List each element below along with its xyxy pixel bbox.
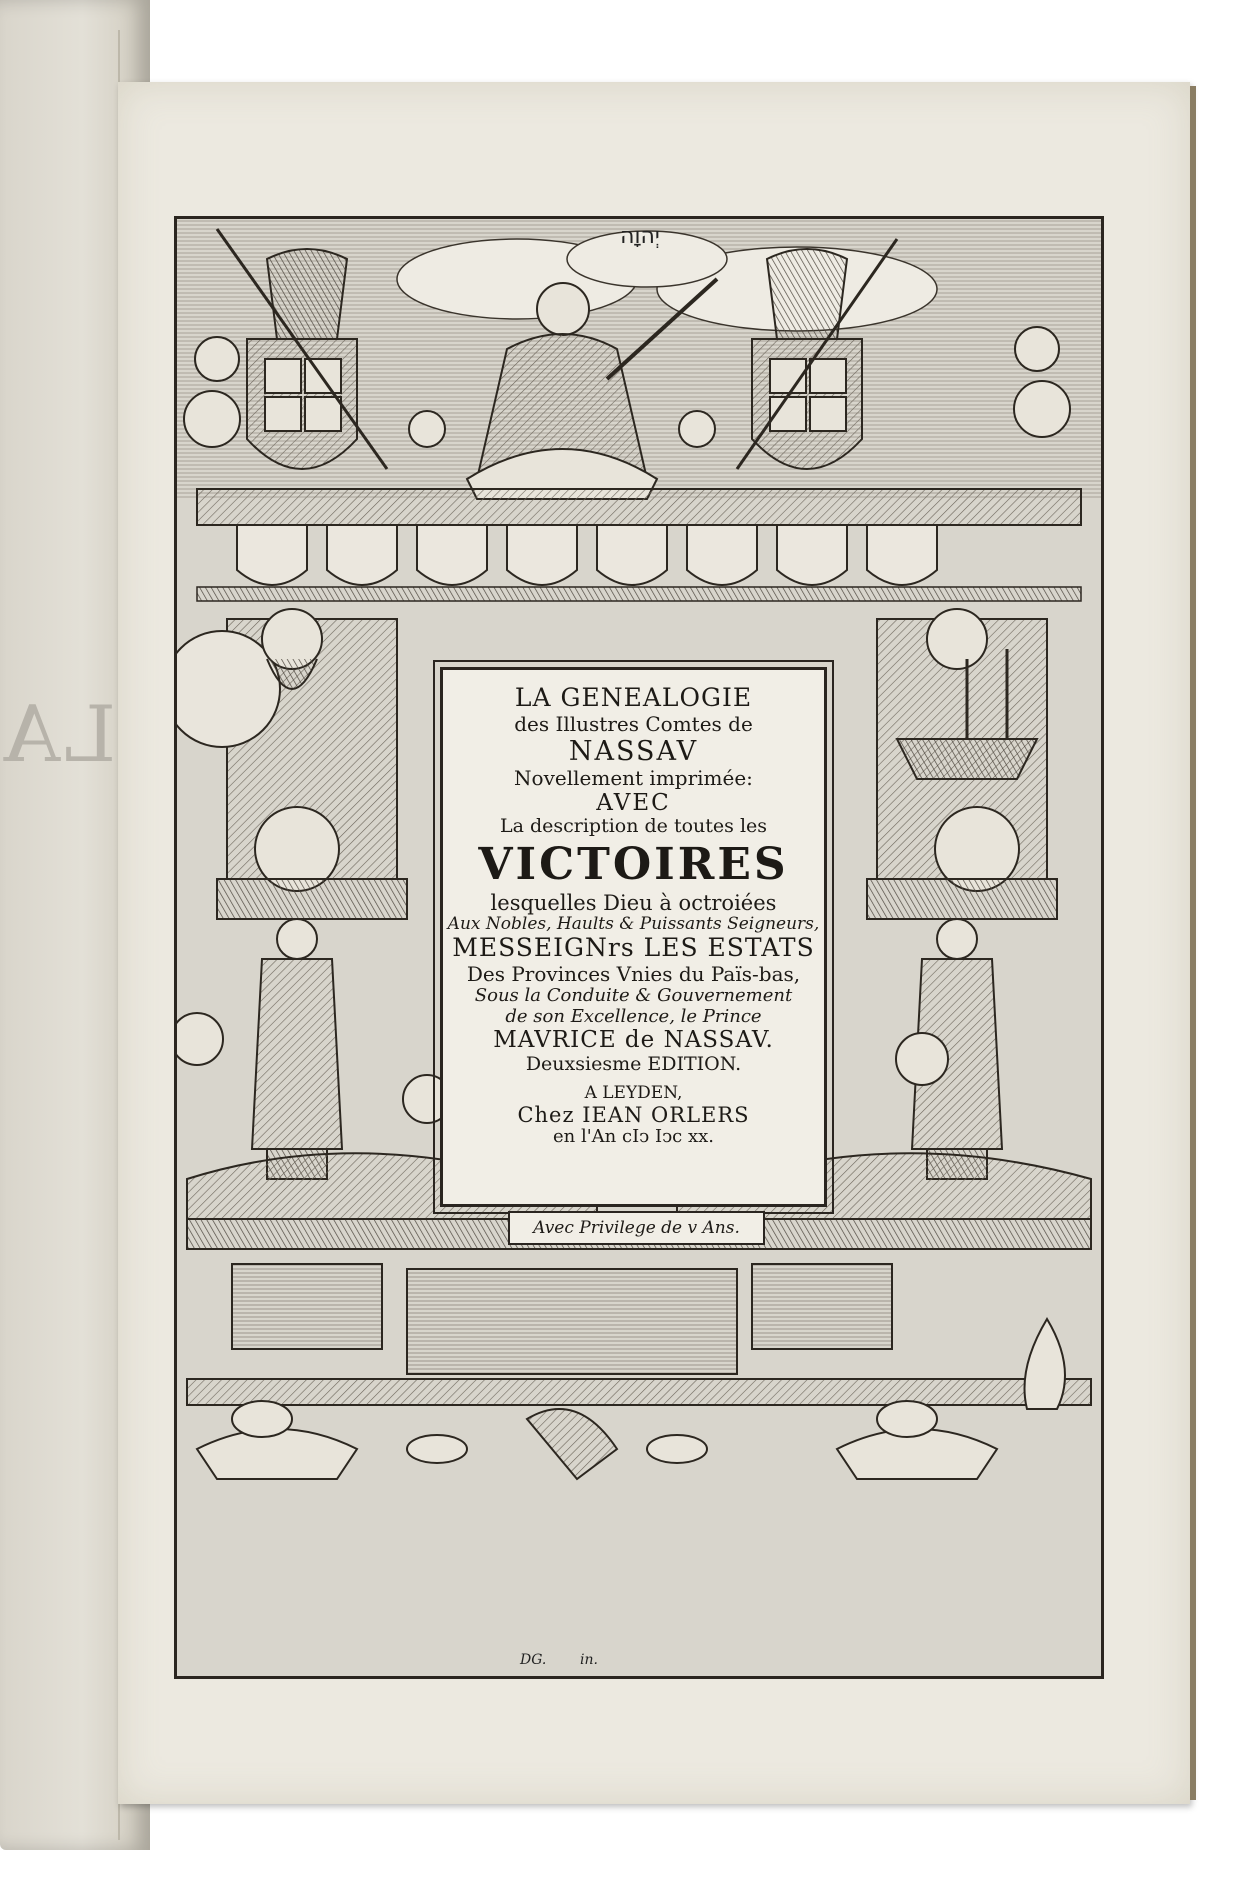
title-line-7: VICTOIRES: [478, 839, 789, 891]
left-page-edge: [6, 30, 120, 1840]
title-line-3: NASSAV: [568, 735, 699, 767]
title-line-11: Des Provinces Vnies du Païs-bas,: [466, 962, 801, 987]
left-column-figure: [177, 609, 407, 919]
title-line-13: de son Excellence, le Prince: [505, 1005, 762, 1027]
entablature: [197, 489, 1081, 525]
privilege-plaque: Avec Privilege de v Ans.: [508, 1211, 765, 1245]
imprint-line-1: A LEYDEN,: [584, 1082, 683, 1103]
battle-scene-panels: [232, 1264, 892, 1374]
right-column-figure: [867, 609, 1057, 919]
imprint-line-3: en l'An cIↄ Iↄc xx.: [553, 1126, 714, 1148]
title-line-12: Sous la Conduite & Gouvernement: [474, 985, 793, 1007]
title-line-1: LA GENEALOGIE: [514, 683, 753, 712]
left-page-show-through-text: LA: [0, 690, 117, 780]
title-line-14: MAVRICE de NASSAV.: [493, 1027, 774, 1054]
coats-of-arms-row: [237, 525, 937, 585]
imprint-line-2: Chez IEAN ORLERS: [517, 1103, 750, 1128]
title-line-6: La description de toutes les: [499, 815, 768, 838]
ship: [897, 739, 1037, 779]
title-line-4: Novellement imprimée:: [514, 765, 753, 790]
hebrew-divine-name: יְהוָה: [620, 224, 660, 249]
title-cartouche: [440, 667, 827, 1207]
title-line-5: AVEC: [596, 789, 671, 816]
engraver-signature-right: in.: [580, 1652, 598, 1668]
page-fore-edge: [1190, 86, 1196, 1800]
title-line-8: lesquelles Dieu à octroiées: [490, 890, 777, 915]
title-line-2: des Illustres Comtes de: [514, 711, 753, 736]
title-line-15: Deuxsiesme EDITION.: [525, 1052, 742, 1075]
plinth-base: [187, 1379, 1091, 1405]
title-line-10: MESSEIGNrs LES ESTATS: [452, 933, 815, 963]
engraver-signature-left: DG.: [520, 1652, 547, 1668]
title-line-9: Aux Nobles, Haults & Puissants Seigneurs,: [447, 913, 820, 934]
